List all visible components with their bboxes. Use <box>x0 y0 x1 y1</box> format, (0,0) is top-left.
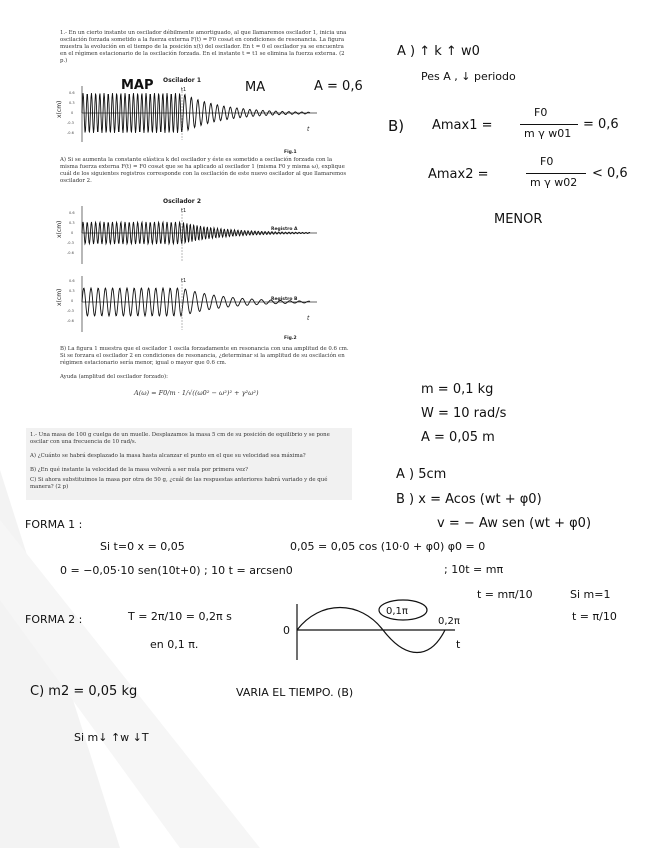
fig1-t1-label: t1 <box>181 87 187 93</box>
note-varia: VARIA EL TIEMPO. (B) <box>236 686 354 699</box>
note-map: MAP <box>121 78 154 93</box>
fig2a-ytick-0: 0.6 <box>69 211 75 215</box>
fig1-ytick-3: -0.3 <box>67 121 74 125</box>
note-amax2-lhs: Amax2 = <box>428 167 489 182</box>
note-si-t0: Si t=0 x = 0,05 <box>100 540 185 553</box>
fig1-ytick-0: 0.6 <box>69 91 75 95</box>
fig1-ytick-1: 0.3 <box>69 101 75 105</box>
fig2a-ytick-1: 0.3 <box>69 221 75 225</box>
fig1-yticks <box>67 91 75 135</box>
figure-2 <box>55 196 345 344</box>
note-a-value: A = 0,6 <box>314 79 363 94</box>
fig2a-yticks <box>67 211 75 255</box>
note-v-equation: v = − Aw sen (wt + φ0) <box>437 516 592 531</box>
problem1-part-a: A) Si se aumenta la constante elástica k del oscilador y éste es sometido a oscilación forzada con la misma fuerza externa F(t) = F0 cosωt que se ha aplicado al oscilador 1 (misma F0 y misma ω), explique cuál de los siguientes registros corresponde con la oscilación de este nuevo oscilador al que llamaremos oscilador 2. <box>60 157 347 184</box>
fig2-caption: Fig.2 <box>284 336 297 341</box>
fig2a-ytick-4: -0.6 <box>67 251 74 255</box>
fig2-ylabel-b: x(cm) <box>56 288 63 306</box>
problem2-text: 1.- Una masa de 100 g cuelga de un muelle. Desplazamos la masa 5 cm de su posición de equilibrio y se pone oscilar con una frecuencia de 10 rad/s. <box>30 432 330 445</box>
sketch-t-label: t <box>456 638 461 651</box>
note-amax1-bar <box>520 124 578 125</box>
fig2a-ytick-2: 0 <box>71 231 74 235</box>
problem2-b: B) ¿En qué instante la velocidad de la masa volverá a ser nula por primera vez? <box>30 467 248 473</box>
fig1-ylabel: x(cm) <box>56 100 63 118</box>
sketch-2pi-label: 0,2π <box>438 616 460 627</box>
note-a-answer: A ) 5cm <box>396 467 447 482</box>
problem2-c: C) Si ahora substituimos la masa por otra de 50 g, ¿cuál de las respuestas anteriores habrá variado y de qué manera? (2 p) <box>30 477 328 490</box>
note-period: T = 2π/10 = 0,2π s <box>128 610 232 623</box>
problem1-intro: 1.- En un cierto instante un oscilador débilmente amortiguado, al que llamaremos oscilador 1, inicia una oscilación forzada sometido a la fuerza externa F(t) = F0 cosωt en condiciones de resonancia. La figura muestra la evolución en el tiempo de la posición x(t) del oscilador. En t = 0 el oscilador ya se encuentra en el régimen estacionario de la oscilación forzada. En el instante t = t1 se elimina la fuerza externa. (2 p.) <box>60 30 347 64</box>
fig2b-ytick-3: -0.3 <box>67 309 74 313</box>
note-amax1-lhs: Amax1 = <box>432 118 493 133</box>
note-eq3: ; 10t = mπ <box>444 563 504 576</box>
note-eq4: t = mπ/10 <box>477 588 533 601</box>
fig2-register-a-label: Registro A <box>271 227 298 232</box>
figure-1 <box>55 76 345 158</box>
note-final: Si m↓ ↑w ↓T <box>74 731 149 744</box>
fig1-title: Oscilador 1 <box>163 77 202 84</box>
fig1-ytick-2: 0 <box>71 111 74 115</box>
note-c-answer: C) m2 = 0,05 kg <box>30 684 138 699</box>
fig1-caption: Fig.1 <box>284 150 297 155</box>
fig2b-ytick-2: 0 <box>71 299 74 303</box>
note-forma2: FORMA 2 : <box>25 613 83 626</box>
note-omega: W = 10 rad/s <box>421 406 507 421</box>
note-menor: MENOR <box>494 212 543 227</box>
note-amax1-val: = 0,6 <box>583 117 619 132</box>
fig2-register-b-label: Registro B <box>271 297 298 302</box>
note-amax1-den: m γ w01 <box>524 127 572 140</box>
problem1-formula: A(ω) = F0/m · 1/√((ω0² − ω²)² + γ²ω²) <box>134 389 259 397</box>
note-eq2: 0 = −0,05·10 sen(10t+0) ; 10 t = arcsen0 <box>60 564 293 577</box>
note-amax2-den: m γ w02 <box>530 176 578 189</box>
note-en: en 0,1 π. <box>150 638 199 651</box>
note-amax2-bar <box>526 173 586 174</box>
problem2-a: A) ¿Cuánto se habrá desplazado la masa hasta alcanzar el punto en el que su velocidad sea máxima? <box>30 453 306 459</box>
fig2b-ytick-1: 0.3 <box>69 289 75 293</box>
note-forma1: FORMA 1 : <box>25 518 83 531</box>
sketch-point-label: 0,1π <box>386 606 408 617</box>
problem1-hint: Ayuda (amplitud del oscilador forzado): <box>60 374 168 380</box>
note-b-answer: B ) x = Acos (wt + φ0) <box>396 492 542 507</box>
fig2b-ytick-0: 0.6 <box>69 279 75 283</box>
note-mass: m = 0,1 kg <box>421 382 494 397</box>
note-t-result: t = π/10 <box>572 610 617 623</box>
fig2a-t1-label: t1 <box>181 208 187 214</box>
note-si-m: Si m=1 <box>570 588 611 601</box>
fig1-xlabel: t <box>307 126 310 133</box>
fig2-ylabel-a: x(cm) <box>56 220 63 238</box>
note-amax2-val: < 0,6 <box>592 166 628 181</box>
note-amax1-num: F0 <box>534 106 548 119</box>
note-ma: MA <box>245 80 266 95</box>
problem1-part-b: B) La figura 1 muestra que el oscilador 1 oscila forzadamente en resonancia con una amplitud de 0.6 cm. Si se forzara el oscilador 2 en condiciones de resonancia, ¿determinar si la amplitud de su oscilación en régimen estacionario sería menor, igual o mayor que 0.6 cm. <box>60 346 349 366</box>
fig2-title: Oscilador 2 <box>163 198 202 205</box>
fig2b-yticks <box>67 279 75 323</box>
note-eq1: 0,05 = 0,05 cos (10·0 + φ0) φ0 = 0 <box>290 540 486 553</box>
fig2b-t1-label: t1 <box>181 278 187 284</box>
note-amax2-num: F0 <box>540 155 554 168</box>
fig2a-ytick-3: -0.3 <box>67 241 74 245</box>
sine-sketch <box>280 596 480 666</box>
sketch-zero: 0 <box>283 624 290 637</box>
note-a1: A ) ↑ k ↑ w0 <box>397 44 480 59</box>
note-b-label: B) <box>388 117 405 135</box>
note-amplitude: A = 0,05 m <box>421 430 495 445</box>
fig2b-ytick-4: -0.6 <box>67 319 74 323</box>
fig2-xlabel: t <box>307 315 310 322</box>
note-a2: Pes A , ↓ periodo <box>421 70 516 83</box>
fig1-ytick-4: -0.6 <box>67 131 74 135</box>
